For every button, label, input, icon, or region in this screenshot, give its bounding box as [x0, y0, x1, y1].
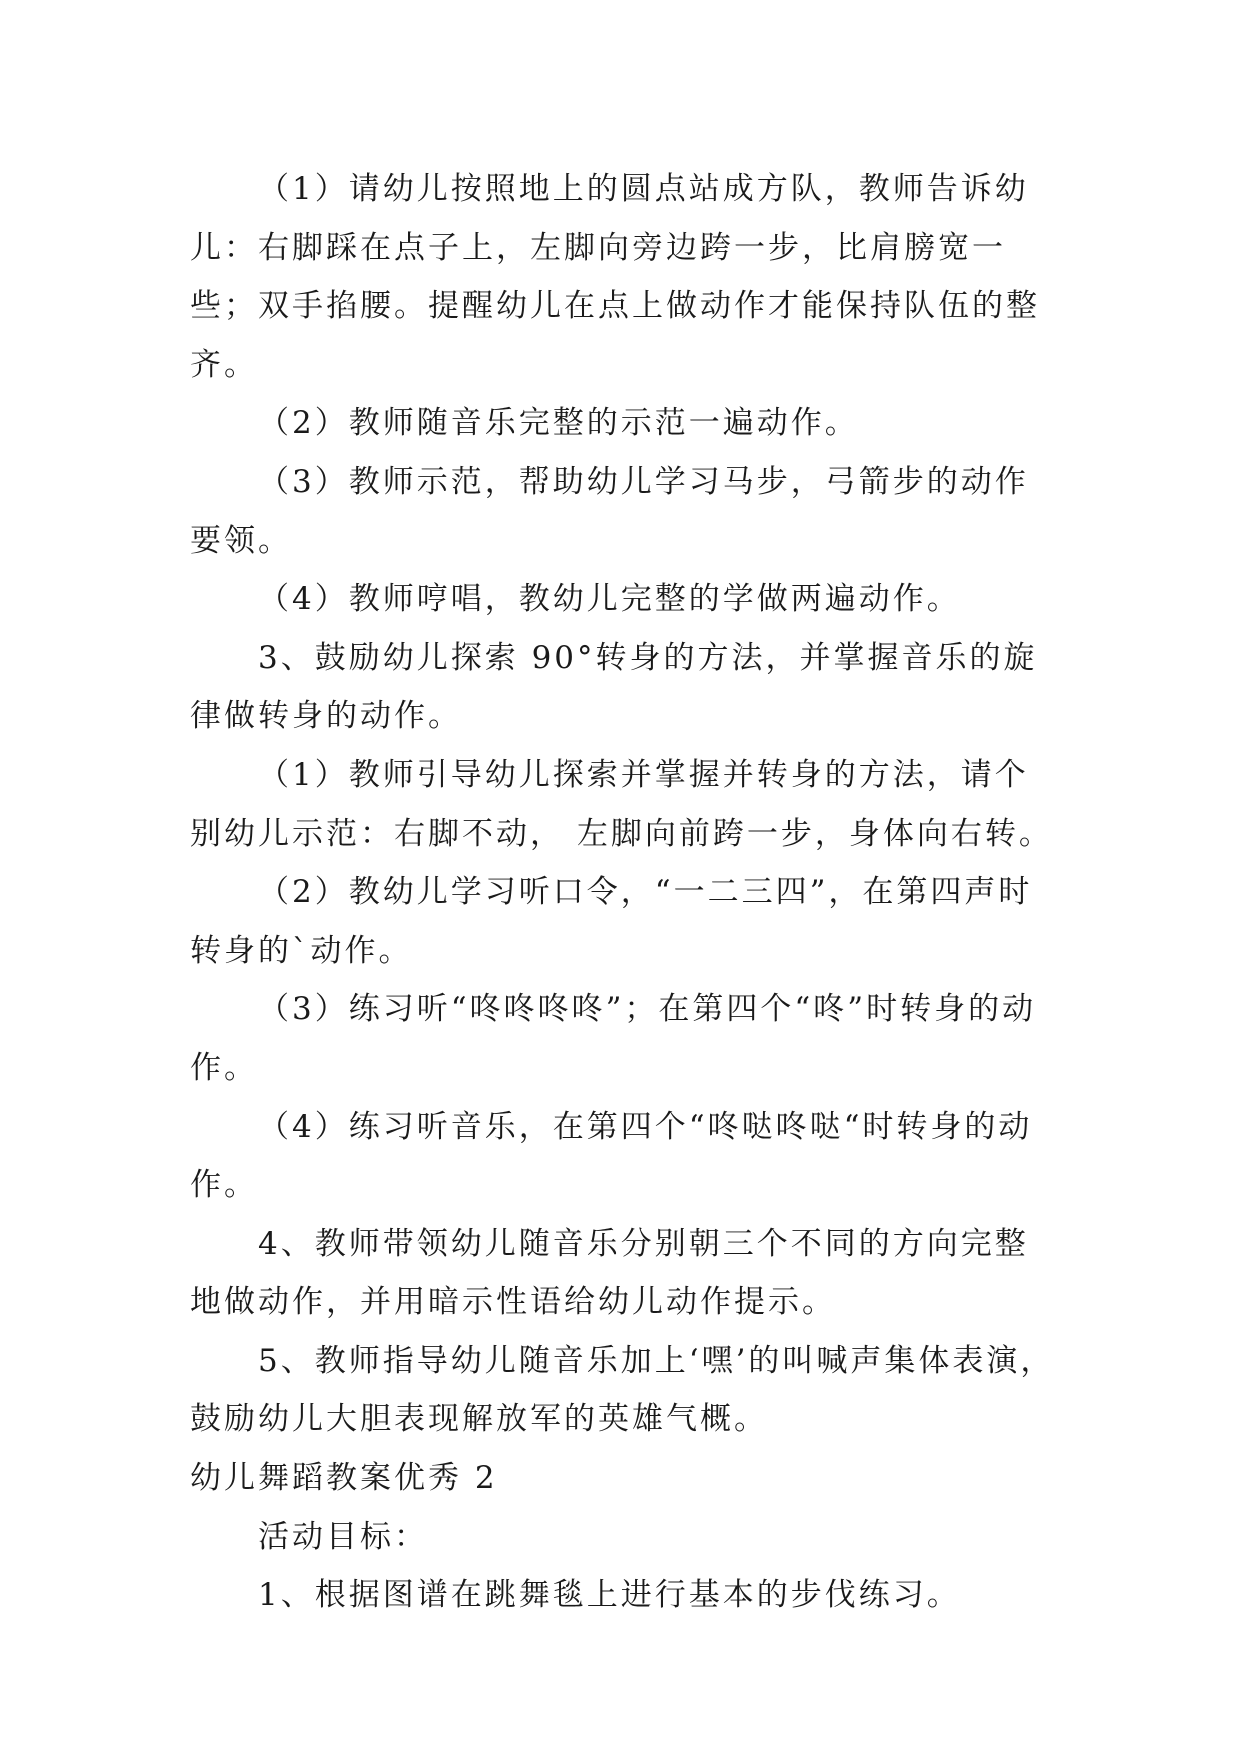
section-heading: 幼儿舞蹈教案优秀 2 — [190, 1460, 498, 1497]
goal-item-1: 1、根据图谱在跳舞毯上进行基本的步伐练习。 — [258, 1577, 961, 1614]
document-body — [190, 160, 1060, 1625]
paragraph-step-3-3: （3）练习听“咚咚咚咚”；在第四个“咚”时转身的动作。 — [190, 991, 1037, 1086]
paragraph-step-3-1: （1）教师引导幼儿探索并掌握并转身的方法，请个别幼儿示范：右脚不动， 左脚向前跨一步，身体向右转。 — [190, 756, 1053, 852]
activity-goals-label: 活动目标： — [258, 1518, 428, 1555]
paragraph-step-2-4: （4）教师哼唱，教幼儿完整的学做两遍动作。 — [258, 581, 961, 618]
paragraph-step-2-2: （2）教师随音乐完整的示范一遍动作。 — [258, 405, 859, 442]
paragraph-step-3-4: （4）练习听音乐，在第四个“咚哒咚哒“时转身的动作。 — [190, 1108, 1033, 1204]
paragraph-step-3: 3、鼓励幼儿探索 90°转身的方法，并掌握音乐的旋律做转身的动作。 — [190, 639, 1038, 735]
paragraph-step-2-1: （1）请幼儿按照地上的圆点站成方队，教师告诉幼儿：右脚踩在点子上，左脚向旁边跨一步，比肩膀宽一些；双手掐腰。提醒幼儿在点上做动作才能保持队伍的整齐。 — [190, 171, 1040, 383]
paragraph-step-3-2: （2）教幼儿学习听口令，“一二三四”，在第四声时转身的`动作。 — [190, 874, 1033, 969]
paragraph-step-5: 5、教师指导幼儿随音乐加上‘嘿’的叫喊声集体表演，鼓励幼儿大胆表现解放军的英雄气概。 — [190, 1342, 1055, 1438]
paragraph-step-2-3: （3）教师示范，帮助幼儿学习马步，弓箭步的动作要领。 — [190, 463, 1029, 559]
paragraph-step-4: 4、教师带领幼儿随音乐分别朝三个不同的方向完整地做动作，并用暗示性语给幼儿动作提示。 — [190, 1225, 1029, 1321]
